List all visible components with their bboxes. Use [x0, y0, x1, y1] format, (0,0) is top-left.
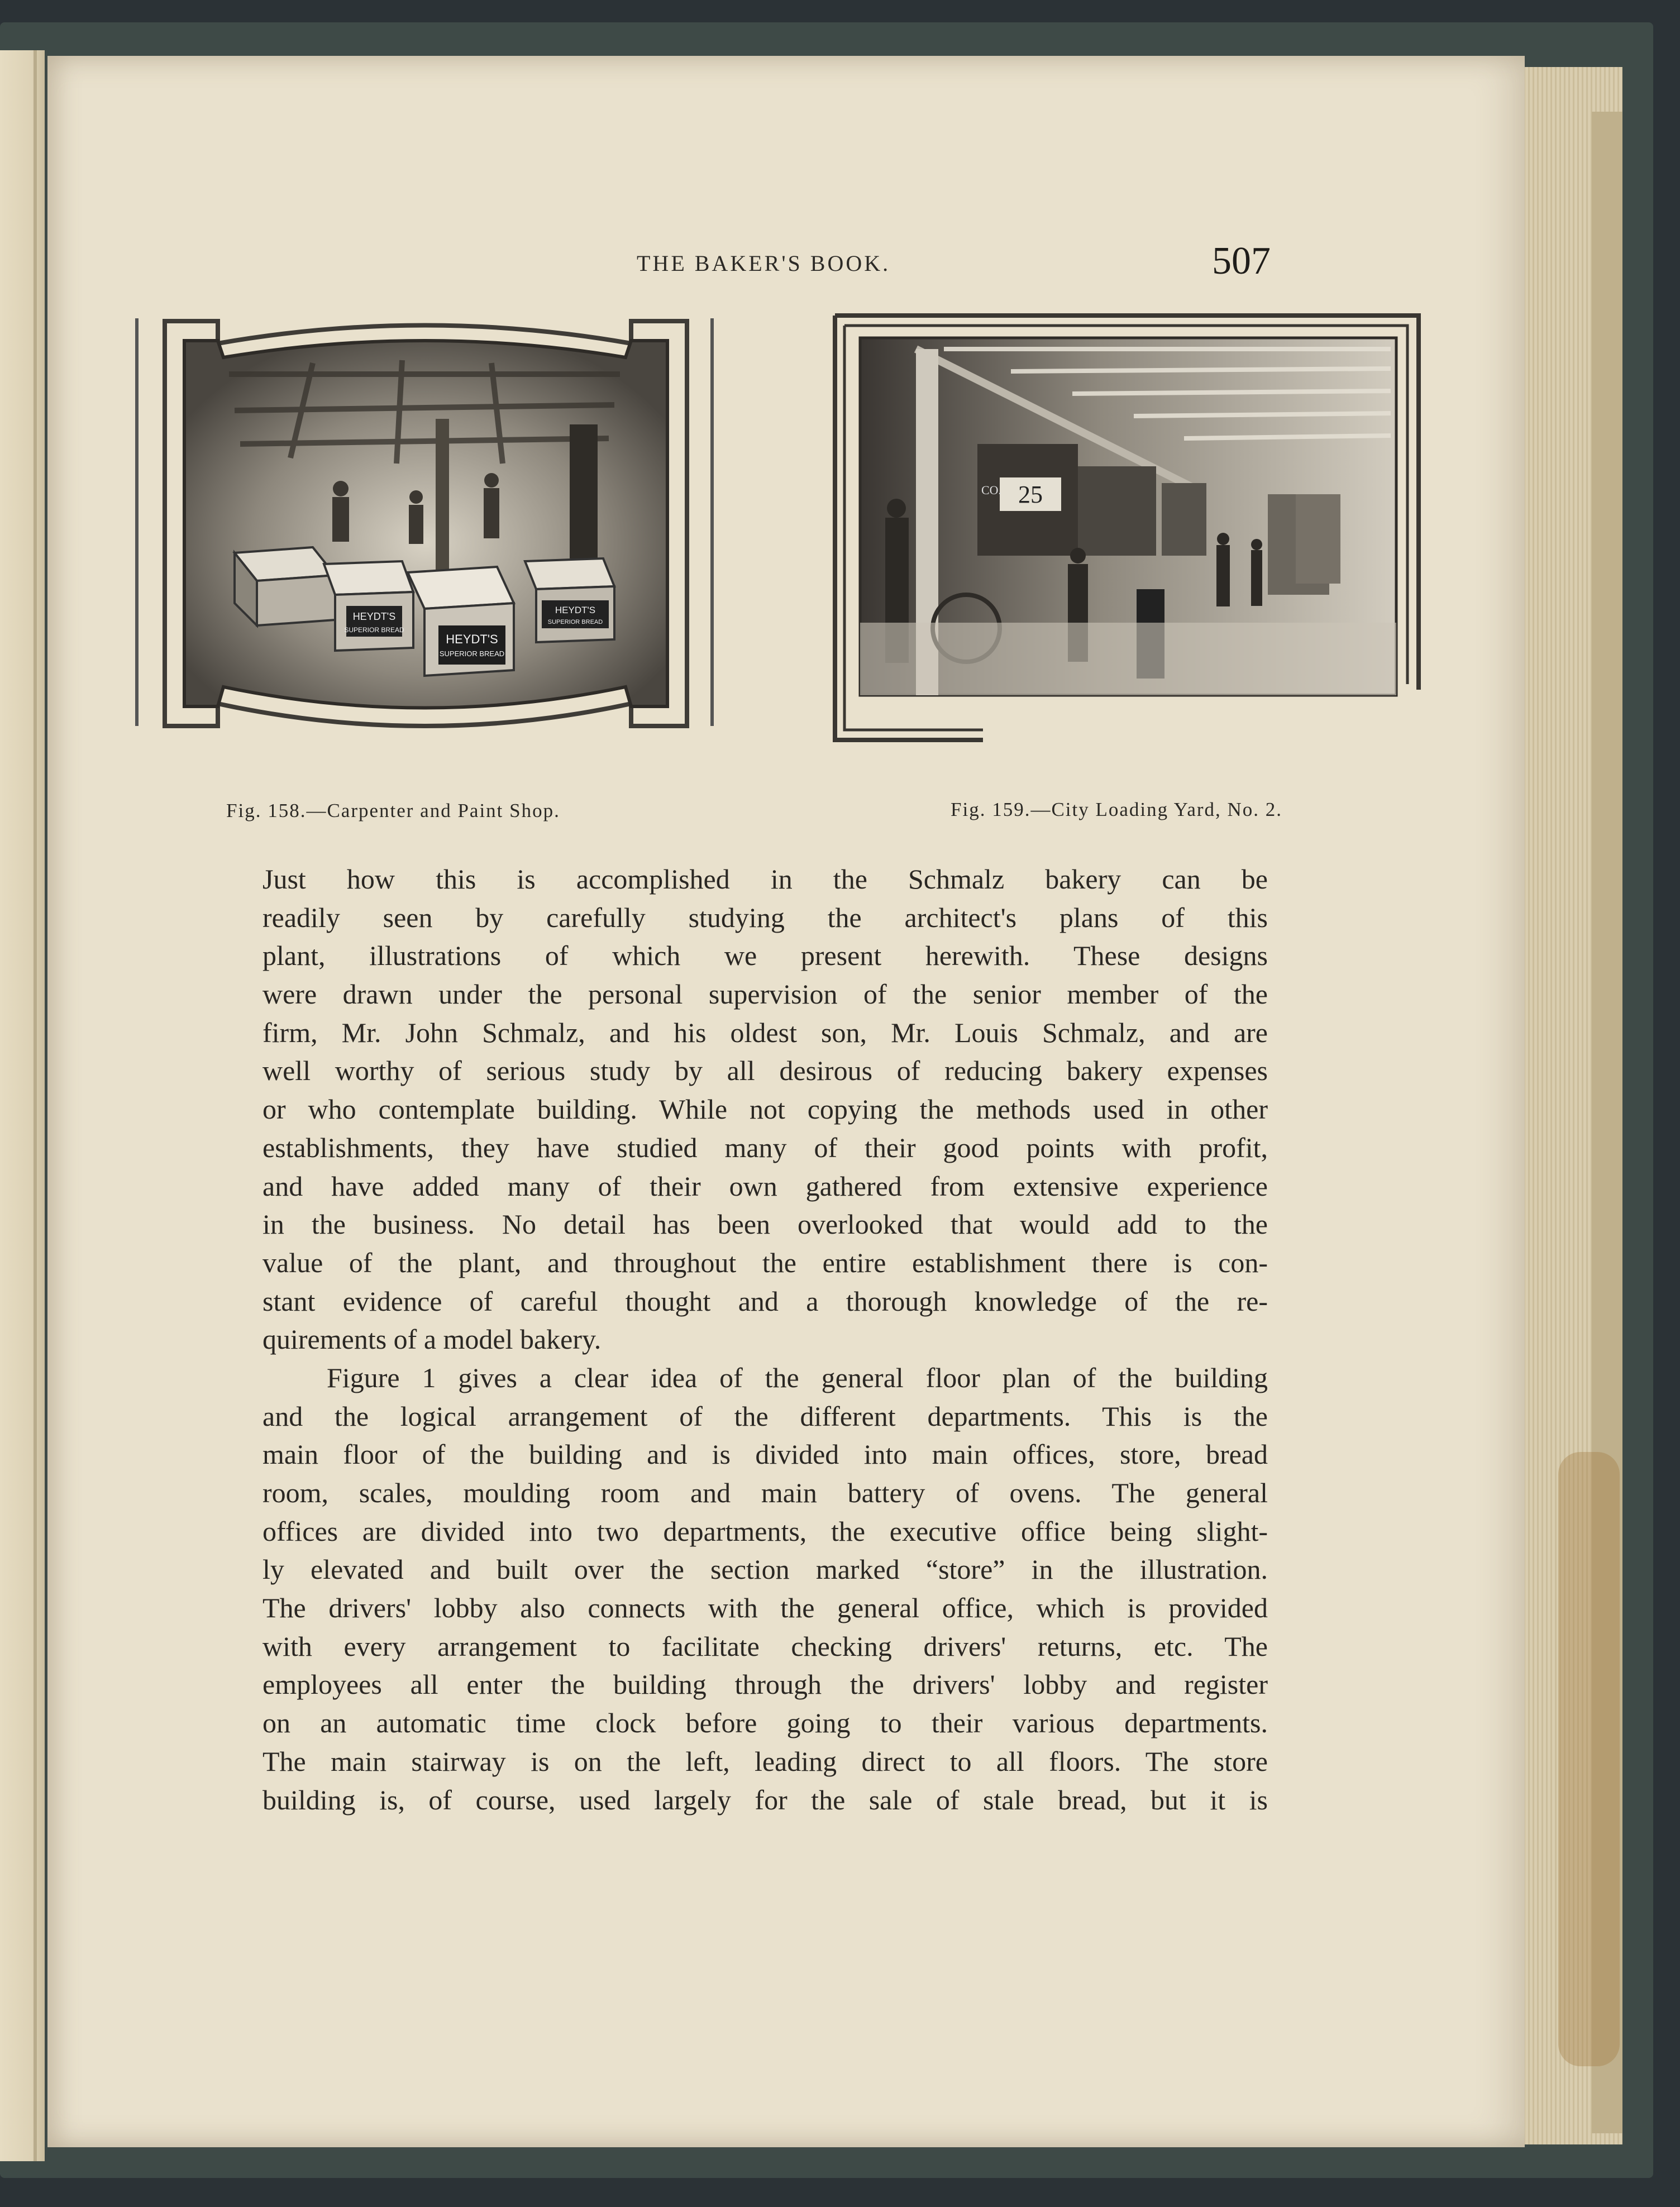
text-line: stant evidence of careful thought and a thorough knowledge of the re-	[262, 1285, 1268, 1317]
crate-sign-3-brand: HEYDT'S	[555, 605, 596, 615]
text-line: offices are divided into two departments, the executive office being slight-	[262, 1515, 1268, 1547]
body-text	[262, 860, 1268, 1819]
crate-sign-3-product: SUPERIOR BREAD	[547, 619, 603, 625]
text-line: establishments, they have studied many of their good points with profit,	[262, 1131, 1268, 1163]
gutter-line	[34, 50, 37, 2161]
crate-sign-1-product: SUPERIOR BREAD	[344, 626, 404, 634]
running-title: THE BAKER'S BOOK.	[637, 251, 891, 276]
text-line: readily seen by carefully studying the architect's plans of this	[262, 901, 1268, 933]
figure-158-caption: Fig. 158.—Carpenter and Paint Shop.	[226, 800, 560, 821]
loading-yard-photo	[832, 310, 1424, 751]
text-line: Just how this is accomplished in the Schmalz bakery can be	[262, 863, 1268, 895]
text-line: firm, Mr. John Schmalz, and his oldest son, Mr. Louis Schmalz, and are	[262, 1016, 1268, 1048]
crate-sign-1-brand: HEYDT'S	[352, 611, 396, 622]
carpenter-shop-photo	[134, 313, 715, 732]
paragraph-1	[262, 860, 1268, 1359]
text-line: The main stairway is on the left, leading direct to all floors. The store	[262, 1745, 1268, 1777]
wagon-number: 25	[1018, 481, 1043, 508]
figure-loading-yard	[832, 310, 1424, 751]
text-line: and the logical arrangement of the different departments. This is the	[262, 1400, 1268, 1432]
left-page-edge	[0, 50, 45, 2161]
water-stain	[1558, 1452, 1620, 2066]
text-line: quirements of a model bakery.	[262, 1324, 602, 1355]
text-line: on an automatic time clock before going to their various departments.	[262, 1707, 1268, 1739]
text-line: in the business. No detail has been overlooked that would add to the	[262, 1208, 1268, 1240]
text-line: Figure 1 gives a clear idea of the general floor plan of the building	[327, 1362, 1268, 1393]
text-line: with every arrangement to facilitate checking drivers' returns, etc. The	[262, 1630, 1268, 1662]
crate-sign-2-brand: HEYDT'S	[446, 632, 498, 646]
text-line: building is, of course, used largely for the sale of stale bread, but it is	[262, 1784, 1268, 1816]
text-line: were drawn under the personal supervision of the senior member of the	[262, 978, 1268, 1010]
text-line: and have added many of their own gathered from extensive experience	[262, 1170, 1268, 1202]
text-line: or who contemplate building. While not copying the methods used in other	[262, 1093, 1268, 1125]
figure-159-caption: Fig. 159.—City Loading Yard, No. 2.	[951, 799, 1283, 820]
text-line: value of the plant, and throughout the entire establishment there is con-	[262, 1246, 1268, 1278]
figure-carpenter-shop	[134, 313, 715, 732]
text-line: ly elevated and built over the section marked “store” in the illustration.	[262, 1554, 1268, 1585]
crate-sign-2-product: SUPERIOR BREAD	[439, 649, 505, 658]
paragraph-2	[262, 1359, 1268, 1819]
text-line: well worthy of serious study by all desirous of reducing bakery expenses	[262, 1055, 1268, 1087]
text-line: plant, illustrations of which we present herewith. These designs	[262, 940, 1268, 972]
page-number: 507	[1212, 240, 1271, 283]
text-line: employees all enter the building through the drivers' lobby and register	[262, 1669, 1268, 1700]
text-line: The drivers' lobby also connects with the general office, which is provided	[262, 1592, 1268, 1624]
wagon-company: CO.	[981, 483, 1002, 497]
text-line: room, scales, moulding room and main battery of ovens. The general	[262, 1477, 1268, 1508]
text-line: main floor of the building and is divided into main offices, store, bread	[262, 1439, 1268, 1470]
